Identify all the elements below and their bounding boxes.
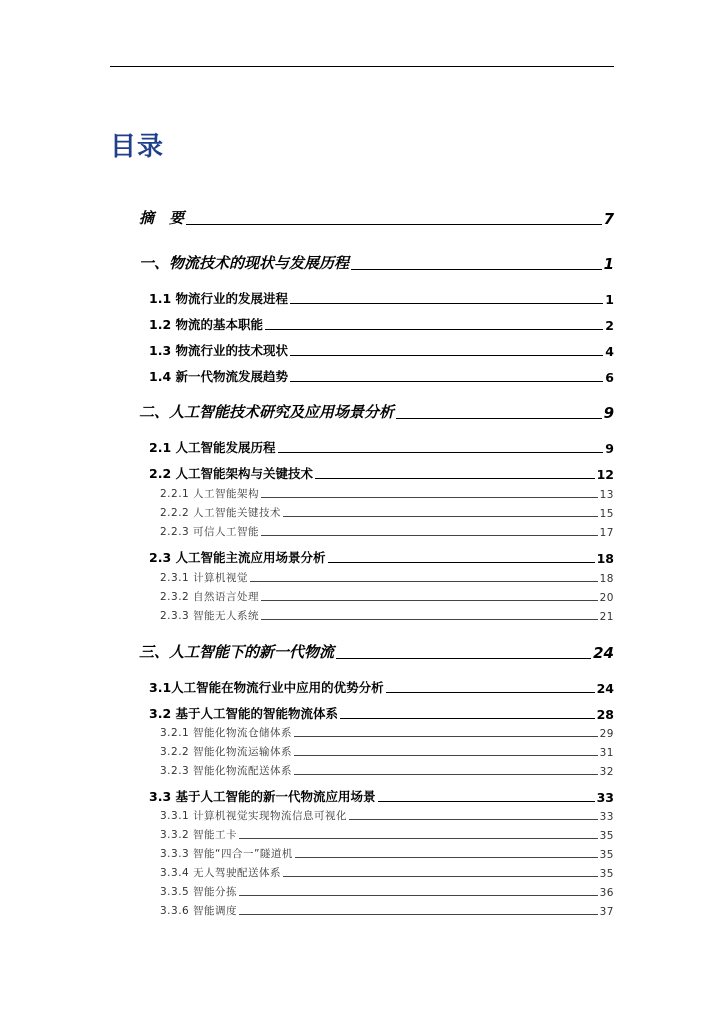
toc-entry-label: 3.3 基于人工智能的新一代物流应用场景 xyxy=(149,789,376,804)
toc-leader xyxy=(278,451,604,453)
toc-leader xyxy=(378,800,595,802)
toc-leader xyxy=(239,913,598,915)
toc-entry-3-2-3[interactable] xyxy=(160,763,614,778)
toc-entry-label: 3.3.5 智能分拣 xyxy=(160,886,238,898)
toc-page-number: 18 xyxy=(596,551,614,566)
toc-page-number: 35 xyxy=(599,830,614,842)
toc-page-number: 1 xyxy=(603,255,614,273)
toc-page-number: 21 xyxy=(599,611,614,623)
toc-entry-2-2[interactable] xyxy=(149,464,614,482)
toc-page-number: 7 xyxy=(603,210,614,228)
toc-entry-2-3-1[interactable] xyxy=(160,570,614,585)
toc-leader xyxy=(315,477,595,479)
toc-entry-label: 1.4 新一代物流发展趋势 xyxy=(149,369,288,384)
page-title: 目录 xyxy=(110,132,165,162)
toc-leader xyxy=(294,735,598,737)
toc-page-number: 32 xyxy=(599,766,614,778)
toc-leader xyxy=(328,561,595,563)
toc-leader xyxy=(186,223,602,225)
toc-leader xyxy=(351,268,602,270)
toc-entry-label: 3.1人工智能在物流行业中应用的优势分析 xyxy=(149,680,384,695)
toc-entry-3-3-3[interactable] xyxy=(160,846,614,861)
toc-entry-2-3[interactable] xyxy=(149,548,614,566)
toc-leader xyxy=(261,534,598,536)
toc-page-number: 6 xyxy=(605,370,614,385)
toc-page-number: 24 xyxy=(593,644,614,662)
toc-entry-1-2[interactable] xyxy=(149,315,614,333)
toc-page-number: 28 xyxy=(596,707,614,722)
toc-page-number: 20 xyxy=(599,592,614,604)
toc-entry-label: 3.3.1 计算机视觉实现物流信息可视化 xyxy=(160,810,348,822)
toc-leader xyxy=(265,328,603,330)
toc-page-number: 36 xyxy=(599,887,614,899)
toc-entry-chapter-1[interactable] xyxy=(139,252,614,273)
toc-entry-label: 摘 要 xyxy=(139,209,185,227)
toc-entry-label: 1.1 物流行业的发展进程 xyxy=(149,291,288,306)
toc-page-number: 12 xyxy=(596,467,614,482)
toc-entry-chapter-2[interactable] xyxy=(139,401,614,422)
toc-entry-label: 3.2.2 智能化物流运输体系 xyxy=(160,746,293,758)
toc-entry-3-2-2[interactable] xyxy=(160,744,614,759)
toc-entry-3-3-6[interactable] xyxy=(160,903,614,918)
toc-entry-label: 三、人工智能下的新一代物流 xyxy=(139,643,335,661)
toc-page-number: 35 xyxy=(599,849,614,861)
toc-page-number: 29 xyxy=(599,728,614,740)
toc-leader xyxy=(294,773,598,775)
toc-page-number: 24 xyxy=(596,681,614,696)
toc-entry-label: 3.3.4 无人驾驶配送体系 xyxy=(160,867,282,879)
toc-leader xyxy=(261,599,598,601)
toc-entry-2-2-2[interactable] xyxy=(160,505,614,520)
toc-leader xyxy=(340,717,595,719)
toc-leader xyxy=(283,875,598,877)
toc-page-number: 15 xyxy=(599,508,614,520)
toc-entry-3-3-5[interactable] xyxy=(160,884,614,899)
toc-entry-label: 一、物流技术的现状与发展历程 xyxy=(139,254,350,272)
toc-entry-label: 2.2 人工智能架构与关键技术 xyxy=(149,466,313,481)
toc-entry-label: 3.3.3 智能“四合一”隧道机 xyxy=(160,848,293,860)
toc-leader xyxy=(349,818,598,820)
toc-entry-1-4[interactable] xyxy=(149,367,614,385)
toc-page-number: 13 xyxy=(599,489,614,501)
toc-entry-label: 1.2 物流的基本职能 xyxy=(149,317,263,332)
toc-entry-label: 3.2 基于人工智能的智能物流体系 xyxy=(149,706,338,721)
toc-entry-1-1[interactable] xyxy=(149,289,614,307)
toc-leader xyxy=(396,417,602,419)
toc-page-number: 17 xyxy=(599,527,614,539)
toc-leader xyxy=(239,837,598,839)
toc-entry-1-3[interactable] xyxy=(149,341,614,359)
toc-leader xyxy=(239,894,598,896)
toc-page-number: 35 xyxy=(599,868,614,880)
toc-page-number: 2 xyxy=(605,318,614,333)
toc-leader xyxy=(294,754,598,756)
toc-entry-2-2-1[interactable] xyxy=(160,486,614,501)
toc-entry-3-2[interactable] xyxy=(149,704,614,722)
toc-page-number: 9 xyxy=(603,404,614,422)
toc-entry-label: 2.3.1 计算机视觉 xyxy=(160,572,249,584)
toc-page-number: 31 xyxy=(599,747,614,759)
toc-leader xyxy=(261,496,598,498)
toc-entry-label: 3.2.3 智能化物流配送体系 xyxy=(160,765,293,777)
toc-entry-label: 3.2.1 智能化物流仓储体系 xyxy=(160,727,293,739)
toc-leader xyxy=(295,856,598,858)
toc-entry-3-3-1[interactable] xyxy=(160,808,614,823)
toc-entry-label: 二、人工智能技术研究及应用场景分析 xyxy=(139,403,395,421)
toc-entry-2-3-2[interactable] xyxy=(160,589,614,604)
toc-entry-chapter-3[interactable] xyxy=(139,641,614,662)
toc-entry-label: 2.3 人工智能主流应用场景分析 xyxy=(149,550,326,565)
toc-entry-2-3-3[interactable] xyxy=(160,608,614,623)
toc-leader xyxy=(386,691,595,693)
toc-entry-label: 2.2.2 人工智能关键技术 xyxy=(160,507,282,519)
toc-leader xyxy=(283,515,598,517)
toc-entry-label: 1.3 物流行业的技术现状 xyxy=(149,343,288,358)
toc-page-number: 18 xyxy=(599,573,614,585)
toc-leader xyxy=(290,354,603,356)
toc-entry-3-3[interactable] xyxy=(149,787,614,805)
toc-page-number: 9 xyxy=(605,441,614,456)
toc-page-number: 37 xyxy=(599,906,614,918)
toc-leader xyxy=(290,302,603,304)
toc-leader xyxy=(290,380,603,382)
toc-entry-label: 2.3.3 智能无人系统 xyxy=(160,610,260,622)
toc-entry-2-1[interactable] xyxy=(149,438,614,456)
toc-entry-label: 3.3.2 智能工卡 xyxy=(160,829,238,841)
toc-entry-abstract[interactable] xyxy=(139,207,614,228)
toc-leader xyxy=(261,618,598,620)
toc-leader xyxy=(336,657,591,659)
toc-page-number: 33 xyxy=(599,811,614,823)
toc-entry-3-3-2[interactable] xyxy=(160,827,614,842)
toc-entry-2-2-3[interactable] xyxy=(160,524,614,539)
toc-page-number: 1 xyxy=(605,292,614,307)
toc-entry-label: 2.2.1 人工智能架构 xyxy=(160,488,260,500)
toc-entry-label: 3.3.6 智能调度 xyxy=(160,905,238,917)
toc-entry-3-2-1[interactable] xyxy=(160,725,614,740)
toc-leader xyxy=(250,580,598,582)
toc-entry-3-3-4[interactable] xyxy=(160,865,614,880)
toc-page-number: 33 xyxy=(596,790,614,805)
toc-entry-label: 2.1 人工智能发展历程 xyxy=(149,440,276,455)
toc-entry-3-1[interactable] xyxy=(149,678,614,696)
toc-entry-label: 2.2.3 可信人工智能 xyxy=(160,526,260,538)
toc-page-number: 4 xyxy=(605,344,614,359)
toc-entry-label: 2.3.2 自然语言处理 xyxy=(160,591,260,603)
